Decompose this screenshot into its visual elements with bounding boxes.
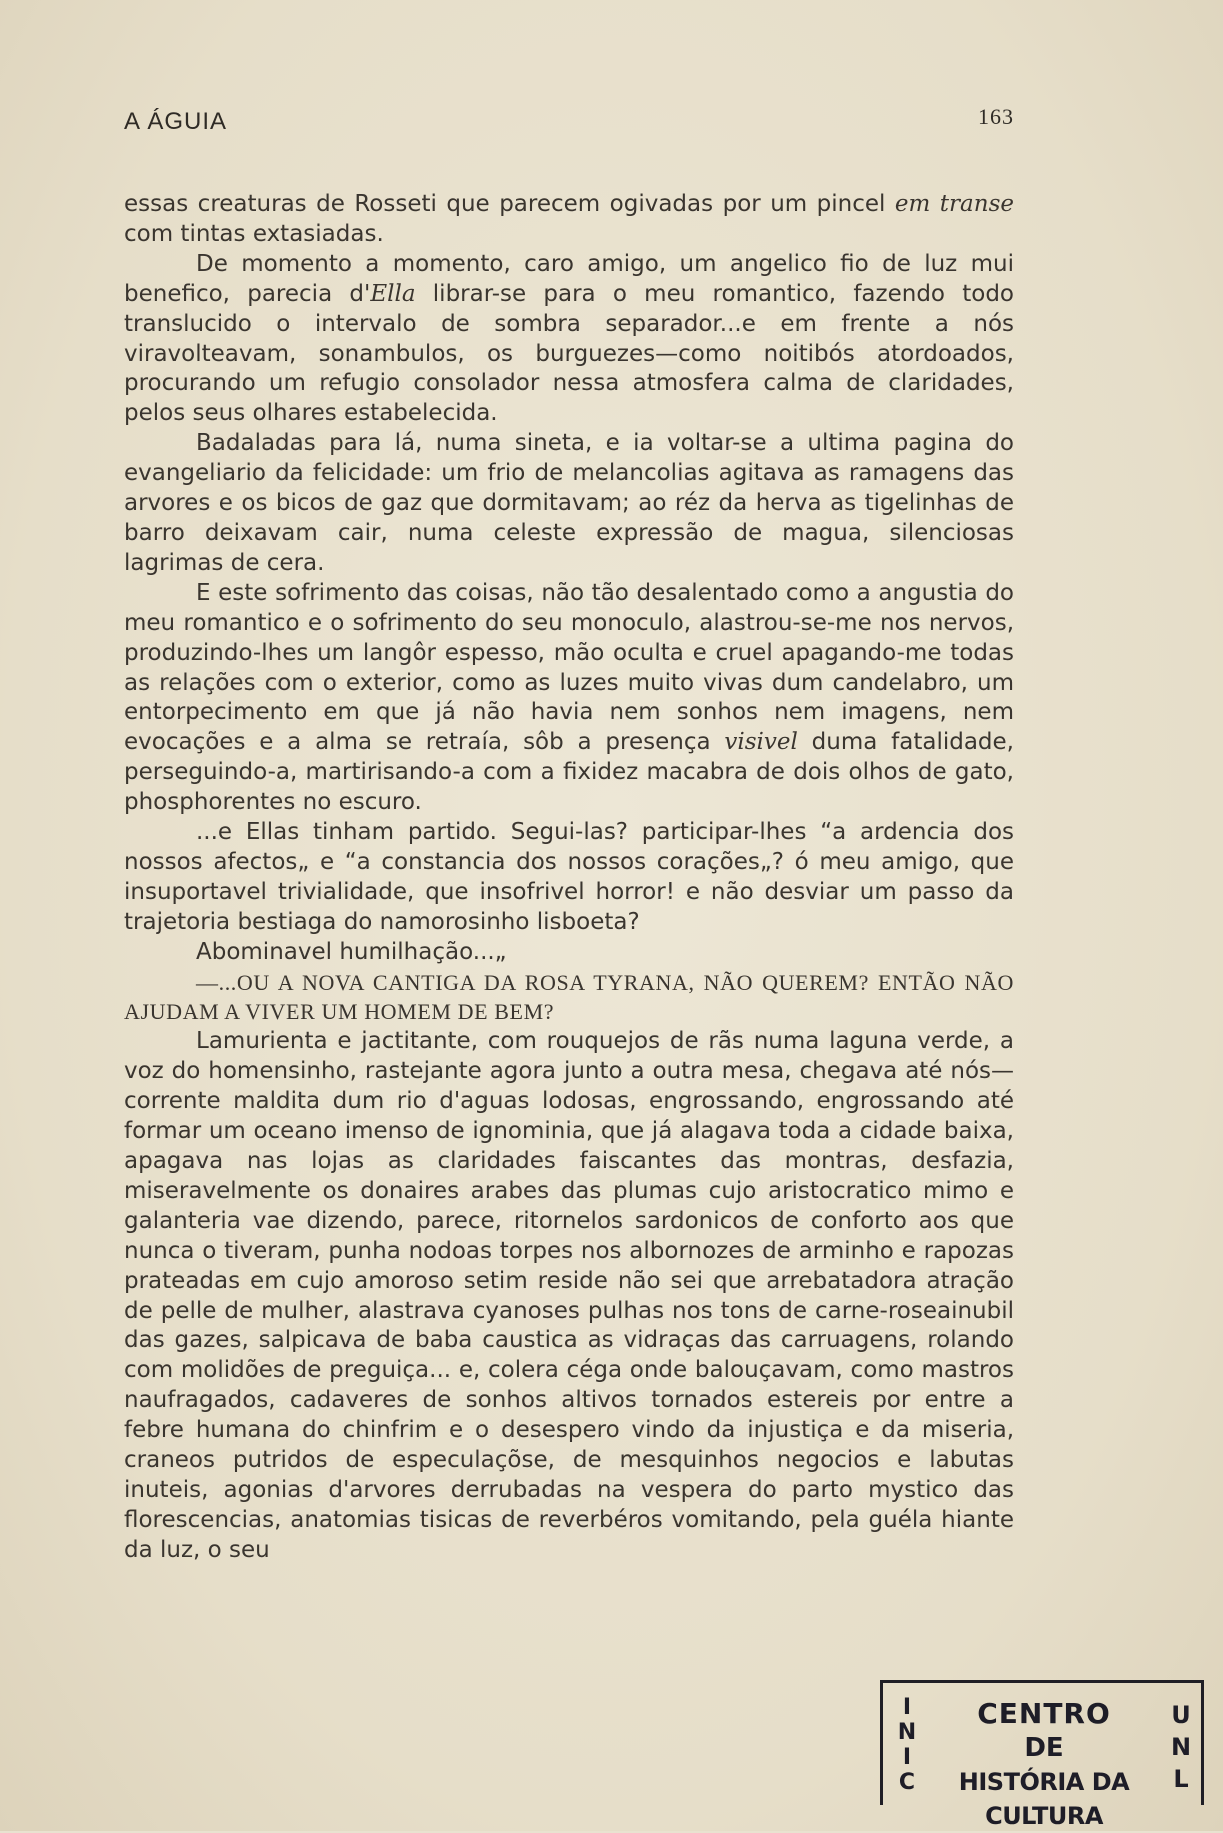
- stamp-right-letters: [1171, 1699, 1191, 1795]
- stamp-center: [923, 1697, 1165, 1833]
- stamp-letter: N: [1171, 1733, 1192, 1761]
- stamp-letter: C: [898, 1770, 916, 1795]
- section-heading: —...OU A NOVA CANTIGA DA ROSA TYRANA, NÃO QUEREM? ENTÃO NÃO AJUDAM A VIVER UM HOMEM DE BEM?: [124, 969, 1014, 1025]
- text-run: E este sofrimento das coisas, não tão desalentado como a angustia do meu romantico e o sofrimento do seu monoculo, alastrou-se-me nos nervos, produzindo-lhes um langôr espesso, mão oculta e cruel apagando-me todas as relações com o exterior, como as luzes muito vivas dum candelabro, um entorpecimento em que já não havia nem sonhos nem imagens, nem evocações e a alma se retraía, sôb a presença: [124, 579, 1014, 756]
- paragraph-4: [124, 579, 1014, 818]
- text-run: De momento a momento, caro amigo, um angelico fio de luz mui benefico, parecia d': [124, 250, 1014, 307]
- italic-run: Ella: [370, 280, 416, 307]
- text-run: librar-se para o meu romantico, fazendo todo translucido o intervalo de sombra separador...e em frente a nós viravolteavam, sonambulos, os burguezes—como noitibós atordoados, procurando um refugio consolador nessa atmosfera calma de claridades, pelos seus olhares estabelecida.: [124, 280, 1014, 427]
- stamp-line-3: HISTÓRIA DA CULTURA: [958, 1768, 1130, 1830]
- paragraph-2: [124, 250, 1014, 429]
- stamp-letter: I: [902, 1745, 912, 1770]
- journal-title: A ÁGUIA: [124, 108, 228, 135]
- paragraph-7: Lamurienta e jactitante, com rouquejos de rãs numa laguna verde, a voz do homensinho, rastejante agora junto a outra mesa, chegava até nós—corrente maldita dum rio d'aguas lodosas, engrossando, engrossando até formar um oceano imenso de ignominia, que já alagava toda a cidade baixa, apagava nas lojas as claridades faiscantes das montras, desfazia, miseravelmente os donaires arabes das plumas cujo aristocratico mimo e galanteria vae dizendo, parece, ritornelos sardonicos de conforto aos que nunca o tiveram, punha nodoas torpes nos albornozes de arminho e rapozas prateadas em cujo amoroso setim reside não sei que arrebatadora atração de pelle de mulher, alastrava cyanoses pulhas nos tons de carne-roseainubil das gazes, salpicava de baba caustica as vidraças das carruagens, rolando com molidões de preguiça... e, colera céga onde balouçavam, como mastros naufragados, cadaveres de sonhos altivos tornados estereis por entre a febre humana do chinfrim e o desespero vindo da injustiça e da miseria, craneos putridos de especulaçõse, de mesquinhos negocios e labutas inuteis, agonias d'arvores derrubadas na vespera do parto mystico das florescencias, anatomias tisicas de reverbéros vomitando, pela guéla hiante da luz, o seu: [124, 1028, 1014, 1563]
- text-run: com tintas extasiadas.: [124, 220, 384, 247]
- paragraph-3: Badaladas para lá, numa sineta, e ia voltar-se a ultima pagina do evangeliario da felicidade: um frio de melancolias agitava as ramagens das arvores e os bicos de gaz que dormitavam; ao réz da herva as tigelinhas de barro deixavam cair, numa celeste expressão de magua, silenciosas lagrimas de cera.: [124, 430, 1014, 576]
- stamp-letter: L: [1173, 1765, 1189, 1793]
- text-run: essas creaturas de Rosseti que parecem ogivadas por um pincel: [124, 191, 895, 217]
- stamp-line-2: DE: [1024, 1733, 1064, 1763]
- stamp-letter: I: [902, 1695, 912, 1720]
- text-run: duma fatalidade, perseguindo-a, martirisando-a com a fixidez macabra de dois olhos de gato, phosphorentes no escuro.: [124, 729, 1014, 816]
- stamp-letter: U: [1171, 1701, 1191, 1729]
- paragraph-1: [124, 190, 1014, 250]
- italic-run: visivel: [724, 729, 798, 756]
- paragraph-6: Abominavel humilhação...„: [196, 938, 507, 965]
- stamp-letter: N: [897, 1720, 917, 1745]
- library-stamp: [880, 1680, 1204, 1830]
- stamp-left-letters: [897, 1695, 917, 1795]
- stamp-line-1: CENTRO: [977, 1697, 1111, 1730]
- body-text: [124, 190, 1014, 1566]
- page-number: 163: [978, 104, 1014, 129]
- paragraph-5: ...e Ellas tinham partido. Segui-las? participar-lhes “a ardencia dos nossos afectos„ e “a constancia dos nossos corações„? ó meu amigo, que insuportavel trivialidade, que insofrivel horror! e não desviar um passo da trajetoria bestiaga do namorosinho lisboeta?: [124, 819, 1014, 935]
- italic-run: em transe: [894, 191, 1014, 217]
